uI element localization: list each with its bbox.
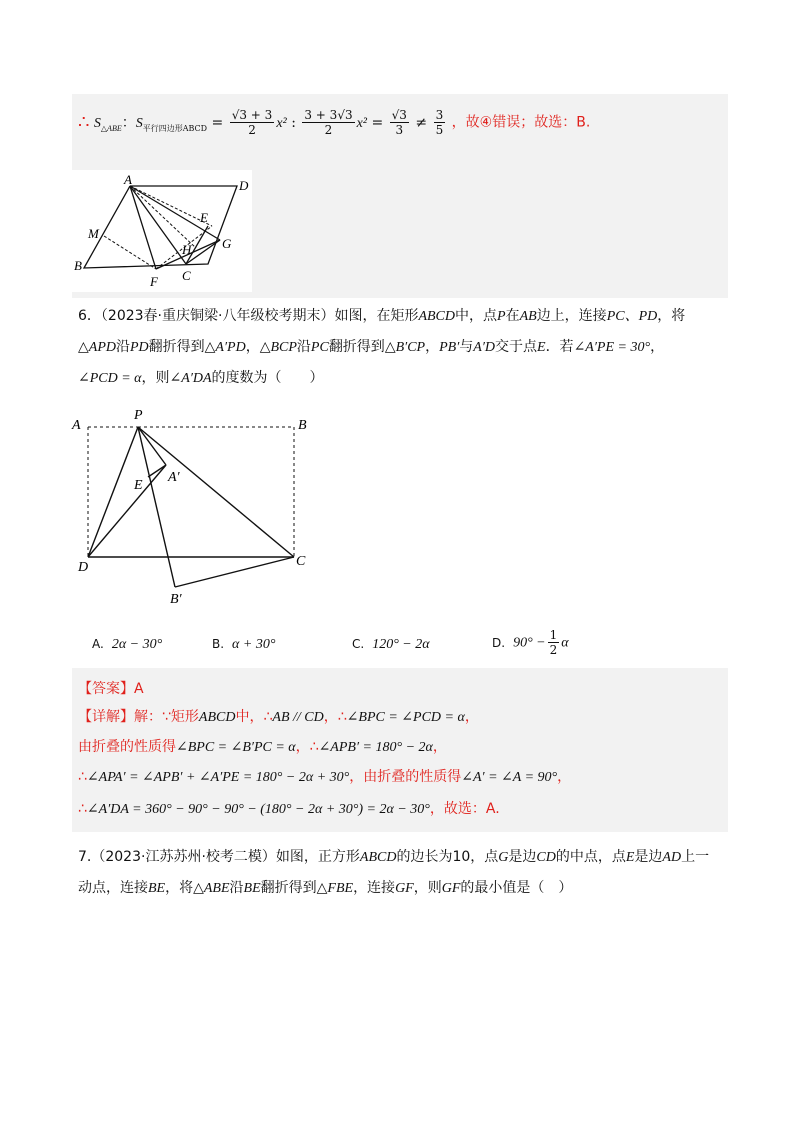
q7-text: 的中点，点	[555, 849, 626, 865]
q6-text: ，	[650, 339, 665, 355]
detail-parallel: AB // CD	[272, 710, 324, 725]
therefore-symbol: ∴	[263, 709, 273, 725]
q7-text: 沿	[229, 880, 244, 896]
q6-pc: PC	[310, 340, 329, 355]
therefore-symbol: ∴	[337, 709, 347, 725]
option-c-letter: C.	[352, 637, 365, 651]
q7-ad: AD	[662, 850, 682, 865]
prev-solution-line: ∴ $S_{\triangle ABE}$：$S_{平行四边形ABCD}$ = $\frac{√3 + 3}{2}$ x² : $\frac{3 + 3√3}{2}$ x² = $\frac{√3}{3}$ ≠ $\frac{3}{5}$ ，故④错误；故选：B.	[78, 108, 591, 137]
option-c-value: 120° − 2α	[372, 637, 430, 652]
therefore-symbol: ∴	[309, 739, 319, 755]
q6-text: ，	[425, 339, 440, 355]
q6-text: 沿	[296, 339, 311, 355]
q6-text: 交于点	[495, 339, 537, 355]
label-B: B	[74, 258, 82, 273]
q6-source: （2023春·重庆铜梁·八年级校考期末）	[100, 308, 335, 324]
question-7	[78, 842, 728, 904]
q6-text: 的度数为（ ）	[211, 370, 324, 386]
q7-text: 翻折得到	[260, 880, 317, 896]
q7-tri-abe: △ABE	[193, 881, 230, 896]
q7-text: 如图，正方形	[275, 849, 360, 865]
fraction-4-num: 3	[435, 108, 444, 122]
label-C: C	[182, 268, 191, 283]
q7-cd: CD	[536, 850, 556, 865]
fig6-label-D: D	[78, 560, 89, 575]
area-abcd-sub: 平行四边形ABCD	[142, 123, 208, 133]
area-abe-sub: △ABE	[100, 123, 122, 133]
q6-text: 如图，在矩形	[334, 308, 419, 324]
equals-sign: =	[211, 114, 224, 131]
option-d-letter: D.	[492, 635, 506, 650]
option-b-letter: B.	[212, 637, 225, 651]
area-abe: S	[93, 115, 101, 131]
option-d[interactable]	[492, 628, 569, 657]
q6-abcd: ABCD	[418, 309, 456, 324]
fig6-label-Aprime: A′	[168, 470, 180, 485]
figure6-diagram	[68, 405, 328, 605]
fraction-2	[302, 108, 354, 137]
fraction-4-den: 5	[435, 123, 444, 137]
equals-sign-2: =	[371, 114, 384, 131]
q6-tri-bcp2: △B′CP	[384, 340, 426, 355]
fraction-4	[434, 108, 446, 137]
q6-p: P	[497, 309, 506, 324]
q6-tri-apd2: △A′PD	[204, 340, 246, 355]
option-a-value: 2α − 30°	[111, 637, 163, 652]
q7-text: 是边	[508, 849, 537, 865]
q6-pc-pd: PC、PD	[606, 309, 658, 324]
option-d-fraction	[548, 628, 560, 657]
label-M: M	[88, 226, 99, 241]
label-D: D	[239, 178, 249, 193]
therefore-symbol: ∴	[78, 769, 87, 785]
q6-pd: PD	[129, 340, 149, 355]
option-a-letter: A.	[92, 637, 104, 651]
detail-eq5: ∠A′ = ∠A = 90°	[461, 770, 558, 785]
q7-text: ，则	[413, 880, 442, 896]
q7-abcd: ABCD	[359, 850, 397, 865]
q7-text: 的边长为10，点	[396, 849, 499, 865]
detail-eq2: ∠BPC = ∠B′PC = α	[176, 740, 296, 755]
q6-text: 与	[459, 339, 474, 355]
label-G: G	[222, 236, 232, 251]
q6-tri-bcp: △BCP	[259, 340, 297, 355]
prev-conclusion: ，故④错误；故选：B.	[451, 114, 591, 131]
q7-text: 的最小值是（ ）	[460, 880, 573, 896]
label-H: H	[182, 242, 192, 257]
q7-tri-fbe: △FBE	[316, 881, 354, 896]
q7-text: ，连接	[353, 880, 396, 896]
fraction-2-num: 3 + 3√3	[304, 108, 353, 122]
detail-text: 由折叠的性质得	[78, 739, 176, 755]
q6-number: 6．	[78, 308, 101, 324]
q7-be2: BE	[243, 881, 261, 896]
q6-text: 中，点	[455, 308, 498, 324]
label-A: A	[124, 172, 132, 187]
detail-line-1	[78, 706, 479, 726]
fraction-1	[230, 108, 275, 137]
q6-text: ．若	[545, 339, 574, 355]
detail-line-3	[78, 766, 571, 786]
q7-gf: GF	[395, 881, 414, 896]
q6-text: ，则	[141, 370, 170, 386]
detail-text: 解：∵矩形	[134, 709, 199, 725]
fraction-1-den: 2	[248, 123, 256, 137]
detail-abcd: ABCD	[198, 710, 236, 725]
q6-text: ，	[245, 339, 260, 355]
q6-ab: AB	[519, 309, 537, 324]
figure5-diagram	[72, 170, 252, 292]
option-d-value-b: α	[561, 635, 569, 651]
q6-text: 边上，连接	[536, 308, 607, 324]
q7-e: E	[625, 850, 635, 865]
ratio-colon: ：	[121, 114, 136, 131]
x-squared-2: x²	[356, 115, 368, 131]
detail-label: 【详解】	[78, 709, 134, 725]
option-b-value: α + 30°	[232, 637, 276, 652]
q7-be: BE	[148, 881, 166, 896]
option-d-frac-den: 2	[549, 643, 558, 657]
q6-angle2: ∠PCD = α	[78, 371, 142, 386]
q7-number: 7.	[78, 849, 92, 865]
q7-source: （2023·江苏苏州·校考二模）	[91, 849, 276, 865]
fraction-2-den: 2	[324, 123, 333, 137]
area-abcd: S	[135, 115, 143, 131]
detail-text: ，	[464, 709, 479, 725]
detail-line-2	[78, 736, 447, 756]
q6-text: ，将	[657, 308, 686, 324]
fig6-label-P: P	[134, 408, 143, 423]
q7-text: ，将	[165, 880, 194, 896]
q6-tri-apd: △APD	[78, 340, 116, 355]
q7-g: G	[498, 850, 509, 865]
label-E: E	[200, 210, 208, 225]
label-F: F	[150, 274, 158, 289]
detail-text: ，	[557, 769, 572, 785]
q7-text: 上一	[681, 849, 710, 865]
q6-ad: A′D	[473, 340, 495, 355]
q7-text: 动点，连接	[78, 880, 148, 896]
detail-eq1: ∠BPC = ∠PCD = α	[346, 710, 465, 725]
therefore-symbol: ∴	[78, 801, 87, 817]
q6-e: E	[537, 340, 546, 355]
fraction-3-den: 3	[395, 123, 404, 137]
detail-text: ，	[323, 709, 338, 725]
x-squared: x²	[276, 115, 287, 131]
fig6-label-Bprime: B′	[170, 592, 182, 605]
not-equal-sign: ≠	[415, 114, 428, 131]
detail-eq4: ∠APA′ = ∠APB′ + ∠A′PE = 180° − 2α + 30°	[86, 770, 350, 785]
q6-text: 翻折得到	[148, 339, 205, 355]
option-d-frac-num: 1	[549, 628, 558, 642]
fig6-label-B: B	[298, 418, 307, 433]
option-b[interactable]	[212, 636, 275, 653]
q7-gf2: GF	[441, 881, 461, 896]
option-a[interactable]	[92, 636, 162, 653]
question-6	[78, 301, 728, 394]
detail-eq3: ∠APB′ = 180° − 2α	[318, 740, 433, 755]
detail-text: ，由折叠的性质得	[349, 769, 462, 785]
q7-text: 是边	[634, 849, 663, 865]
fig6-label-E: E	[134, 478, 143, 493]
option-c[interactable]	[352, 636, 430, 653]
q6-text: 沿	[115, 339, 130, 355]
q6-text: 翻折得到	[328, 339, 385, 355]
fraction-1-num: √3 + 3	[231, 108, 273, 122]
detail-text: ，	[295, 739, 310, 755]
q6-angle3: ∠A′DA	[169, 371, 212, 386]
fraction-3	[390, 108, 409, 137]
fraction-3-num: √3	[391, 108, 407, 122]
q6-text: 在	[505, 308, 520, 324]
detail-text: 中，	[235, 709, 264, 725]
therefore-symbol: ∴	[78, 112, 90, 133]
option-d-value-a: 90° −	[513, 635, 546, 651]
fig6-label-C: C	[296, 554, 306, 569]
q6-angle1: ∠A′PE = 30°	[573, 340, 651, 355]
fig6-label-A: A	[72, 418, 81, 433]
detail-text: ，	[432, 739, 447, 755]
detail-text: ，故选：A.	[429, 801, 500, 817]
q6-pb: PB′	[439, 340, 460, 355]
answer-label: 【答案】A	[78, 681, 144, 697]
detail-eq6: ∠A′DA = 360° − 90° − 90° − (180° − 2α + 30°) = 2α − 30°	[86, 802, 430, 817]
detail-line-4	[78, 798, 500, 818]
